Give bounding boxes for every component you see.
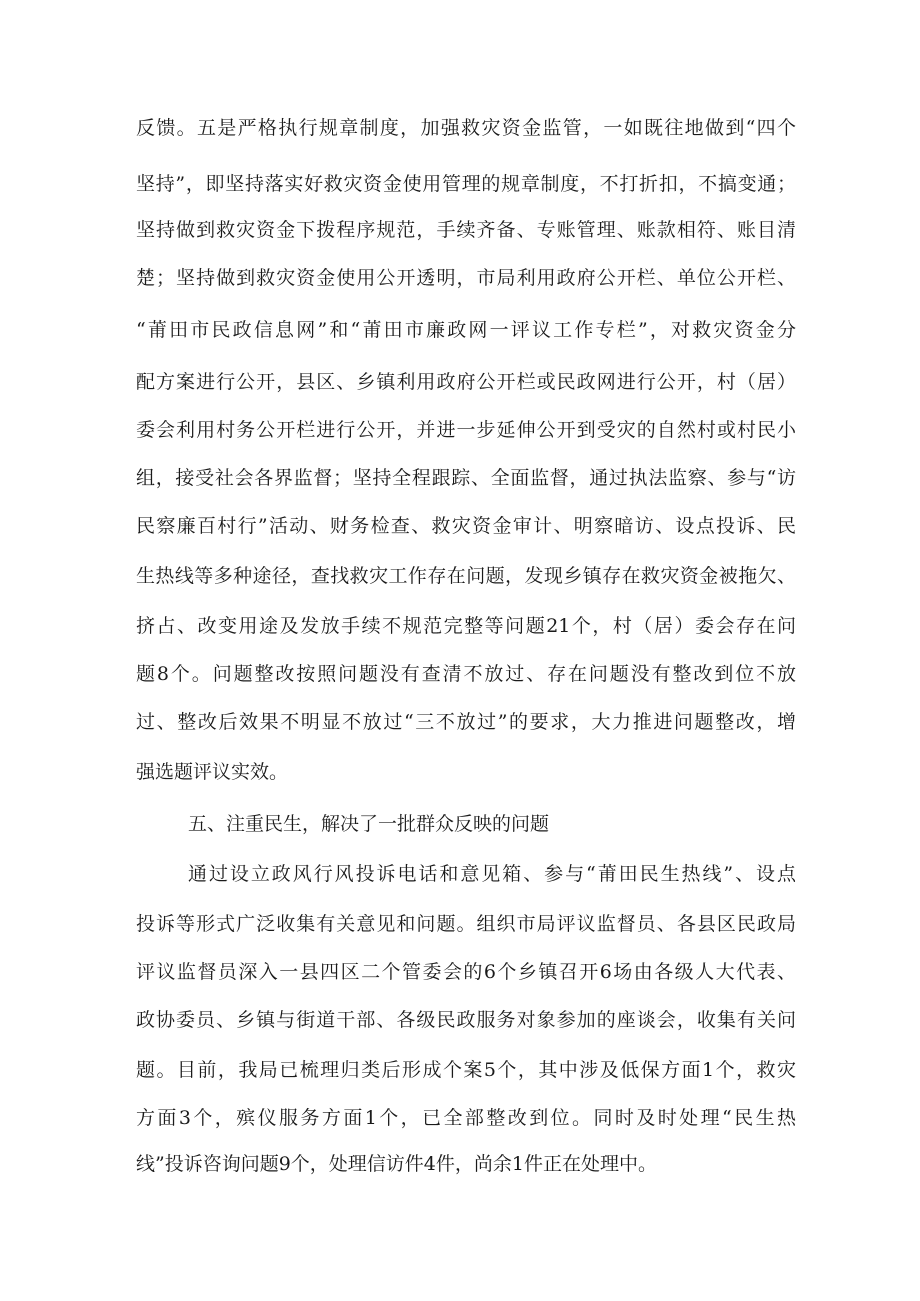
paragraph-line: 组，接受社会各界监督；坚持全程跟踪、全面监督，通过执法监察、参与“访 [136, 467, 796, 489]
paragraph-line: 政协委员、乡镇与街道干部、各级民政服务对象参加的座谈会，收集有关问 [136, 1009, 796, 1031]
paragraph-line: 楚；坚持做到救灾资金使用公开透明，市局利用政府公开栏、单位公开栏、 [136, 267, 796, 289]
paragraph-line: 通过设立政风行风投诉电话和意见箱、参与“莆田民生热线”、设点 [188, 863, 796, 885]
paragraph-line: 反馈。五是严格执行规章制度，加强救灾资金监管，一如既往地做到“四个 [136, 117, 796, 139]
paragraph-line: 方面3个，殡仪服务方面1个，已全部整改到位。同时及时处理“民生热 [136, 1107, 796, 1129]
paragraph-line: 委会利用村务公开栏进行公开，并进一步延伸公开到受灾的自然村或村民小 [136, 419, 796, 441]
paragraph-line: 配方案进行公开，县区、乡镇利用政府公开栏或民政网进行公开，村（居） [136, 371, 796, 393]
section-heading: 五、注重民生，解决了一批群众反映的问题 [188, 813, 550, 835]
paragraph-line: 评议监督员深入一县四区二个管委会的6个乡镇召开6场由各级人大代表、 [136, 961, 796, 983]
paragraph-line: 挤占、改变用途及发放手续不规范完整等问题21个，村（居）委会存在问 [136, 615, 796, 637]
paragraph-line: 题8个。问题整改按照问题没有查清不放过、存在问题没有整改到位不放 [136, 663, 796, 685]
paragraph-line: 题。目前，我局已梳理归类后形成个案5个，其中涉及低保方面1个，救灾 [136, 1059, 796, 1081]
paragraph-line: 民察廉百村行”活动、财务检查、救灾资金审计、明察暗访、设点投诉、民 [136, 515, 796, 537]
paragraph-line: 坚持”，即坚持落实好救灾资金使用管理的规章制度，不打折扣，不搞变通； [136, 173, 796, 195]
paragraph-line: 投诉等形式广泛收集有关意见和问题。组织市局评议监督员、各县区民政局 [136, 913, 796, 935]
paragraph-line: 线”投诉咨询问题9个，处理信访件4件，尚余1件正在处理中。 [136, 1153, 657, 1175]
paragraph-line: 过、整改后效果不明显不放过“三不放过”的要求，大力推进问题整改，增 [136, 711, 796, 733]
paragraph-line: 坚持做到救灾资金下拨程序规范，手续齐备、专账管理、账款相符、账目清 [136, 219, 796, 241]
paragraph-line: 强选题评议实效。 [136, 761, 289, 783]
paragraph-line: “莆田市民政信息网”和“莆田市廉政网一评议工作专栏”，对救灾资金分 [136, 319, 796, 341]
paragraph-line: 生热线等多种途径，查找救灾工作存在问题，发现乡镇存在救灾资金被拖欠、 [136, 565, 796, 587]
